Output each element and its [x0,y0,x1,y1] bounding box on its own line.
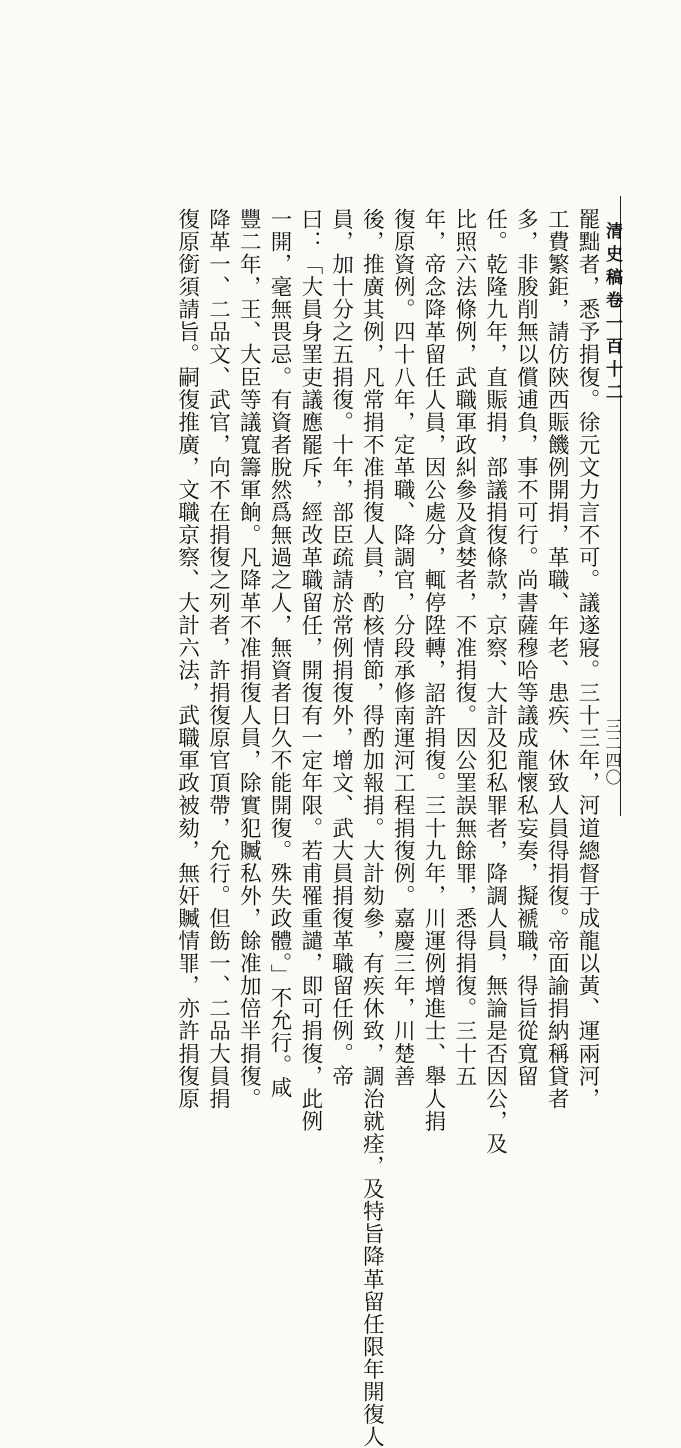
text-column: 年，帝念降革留任人員，因公處分，輒停陞轉，詔許捐復。三十九年，川運例增進士、舉人捐 [421,208,447,1133]
text-column: 曰：「大員身罣吏議應罷斥，經改革職留任，開復有一定年限。若甫罹重譴，即可捐復，此例 [297,208,323,1133]
text-column: 降革一、二品文、武官，向不在捐復之列者，許捐復原官頂帶，允行。但飭一、二品大員捐 [205,208,231,1110]
running-head: 清史稿卷一百十二 [602,222,622,406]
text-column: 任。乾隆九年，直賑捐，部議捐復條款，京察、大計及犯私罪者，降調人員，無論是否因公，及 [482,208,508,1156]
text-column: 比照六法條例，武職軍政糾參及貪婪者，不准捐復。因公罣誤無餘罪，悉得捐復。三十五 [451,208,477,1088]
text-column: 多，非朘削無以償逋負，事不可行。尚書薩穆哈等議成龍懷私妄奏，擬褫職，得旨從寬留 [513,208,539,1088]
text-body [102,208,602,1448]
text-column: 工費繁鉅，請仿陝西賑饑例開捐，革職、年老、患疾、休致人員得捐復。帝面諭捐納稱貸者 [544,208,570,1110]
page-number: 三二四〇 [603,718,622,786]
text-column: 員，加十分之五捐復。十年，部臣疏請於常例捐復外，增文、武大員捐復革職留任例。帝 [328,208,354,1088]
text-column: 復原資例。四十八年，定革職、降調官，分段承修南運河工程捐復例。嘉慶三年，川楚善 [390,208,416,1088]
text-column: 後，推廣其例，凡常捐不准捐復人員，酌核情節，得酌加報捐。大計劾參，有疾休致，調治就痊，及特旨降革留任限年開復人 [359,208,385,1448]
text-column: 一開，毫無畏忌。有資者脫然爲無過之人，無資者日久不能開復。殊失政體。」不允行。咸 [267,208,293,1100]
text-column: 罷黜者，悉予捐復。徐元文力言不可。議遂寢。三十三年，河道總督于成龍以黃、運兩河， [575,208,600,1110]
text-column: 復原銜須請旨。嗣復推廣，文職京察、大計六法，武職軍政被劾，無奸贓情罪，亦許捐復原 [174,208,200,1110]
text-column: 豐二年，王、大臣等議寬籌軍餉。凡降革不准捐復人員，除實犯贓私外，餘准加倍半捐復。 [236,208,262,1110]
